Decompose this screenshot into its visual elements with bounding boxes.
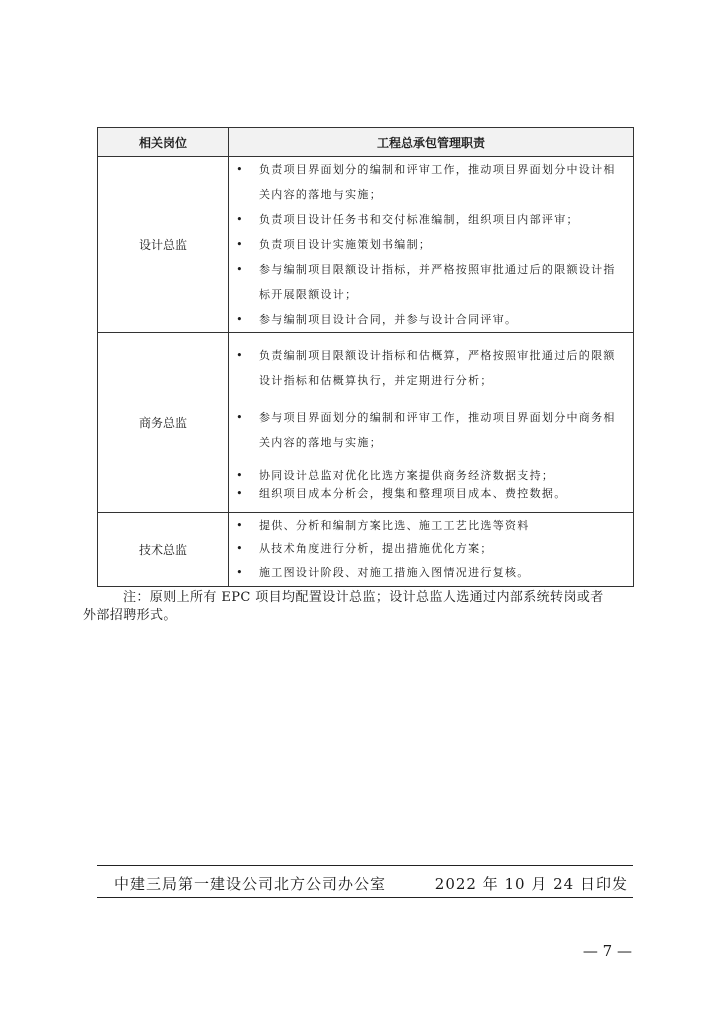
bullet-icon: • [236, 348, 244, 362]
duties-cell [229, 333, 634, 513]
footnote [83, 589, 637, 625]
bullet-icon: • [236, 565, 244, 579]
table-row-design-director [98, 157, 634, 333]
duty-item: • 组织项目成本分析会，搜集和整理项目成本、费控数据。 [229, 485, 633, 503]
table-row-technical-director [98, 513, 634, 587]
footer-bottom-rule [97, 897, 633, 898]
footnote-line-1: 注：原则上所有 EPC 项目均配置设计总监；设计总监人选通过内部系统转岗或者 [123, 590, 604, 605]
duty-item: • 提供、分析和编制方案比选、施工工艺比选等资料 [229, 515, 633, 537]
duty-item: • 负责项目设计实施策划书编制； [229, 232, 633, 257]
footer-top-rule [97, 865, 633, 866]
duty-item: • 负责编制项目限额设计指标和估概算，严格按照审批通过后的限额设计指标和估概算执行，并定期进行分析； [229, 343, 633, 393]
duty-item: • 参与编制项目设计合同，并参与设计合同评审。 [229, 307, 633, 332]
duty-item: • 协同设计总监对优化比选方案提供商务经济数据支持； [229, 467, 633, 485]
bullet-icon: • [236, 518, 244, 532]
header-duties: 工程总承包管理职责 [229, 128, 634, 157]
bullet-icon: • [236, 313, 244, 326]
bullet-icon: • [236, 410, 244, 424]
page-number: — 7 — [582, 942, 632, 960]
bullet-icon: • [236, 541, 244, 555]
footer-issuer: 中建三局第一建设公司北方公司办公室 [114, 875, 387, 893]
role-cell: 商务总监 [98, 333, 229, 513]
duty-item: • 从技术角度进行分析，提出措施优化方案； [229, 537, 633, 561]
duty-table [97, 127, 634, 587]
footer-date: 2022 年 10 月 24 日印发 [434, 875, 628, 893]
bullet-icon: • [236, 486, 244, 500]
duty-item: • 负责项目设计任务书和交付标准编制，组织项目内部评审； [229, 207, 633, 232]
bullet-icon: • [236, 468, 244, 482]
duty-item: • 参与编制项目限额设计指标，并严格按照审批通过后的限额设计指标开展限额设计； [229, 257, 633, 307]
role-cell: 设计总监 [98, 157, 229, 333]
table-row-commercial-director [98, 333, 634, 513]
bullet-icon: • [236, 238, 244, 251]
duties-cell [229, 513, 634, 587]
duty-item: • 参与项目界面划分的编制和评审工作，推动项目界面划分中商务相关内容的落地与实施； [229, 405, 633, 455]
duties-cell [229, 157, 634, 333]
bullet-icon: • [236, 213, 244, 226]
table-header-row [98, 128, 634, 157]
header-position: 相关岗位 [98, 128, 229, 157]
role-cell: 技术总监 [98, 513, 229, 587]
bullet-icon: • [236, 263, 244, 276]
duty-item: • 负责项目界面划分的编制和评审工作，推动项目界面划分中设计相关内容的落地与实施； [229, 157, 633, 207]
footnote-line-2: 外部招聘形式。 [83, 608, 177, 623]
duty-item: • 施工图设计阶段、对施工措施入图情况进行复核。 [229, 561, 633, 585]
bullet-icon: • [236, 163, 244, 176]
